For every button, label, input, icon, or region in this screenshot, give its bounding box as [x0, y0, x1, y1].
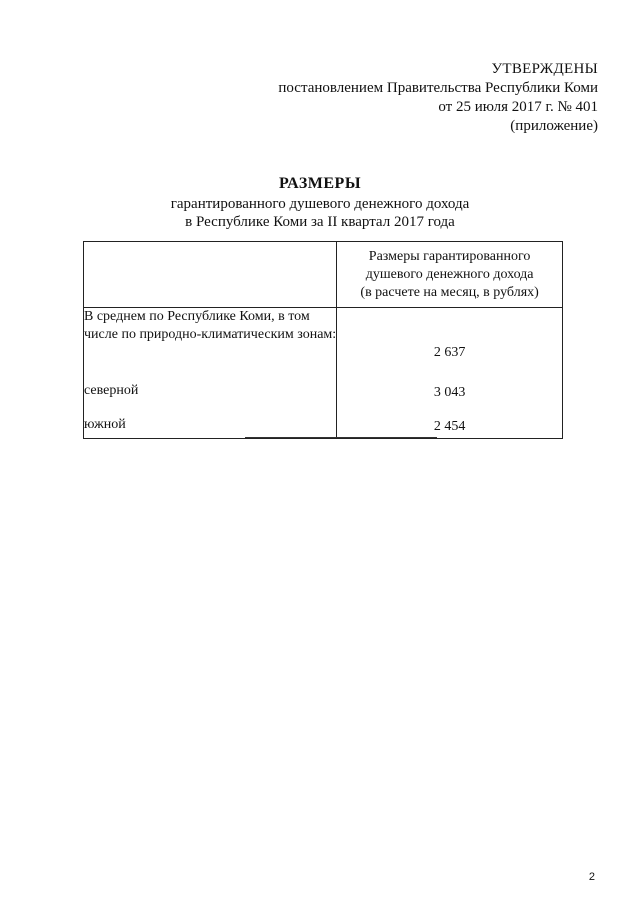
income-table	[83, 241, 563, 439]
approval-line-2: от 25 июля 2017 г. № 401	[438, 99, 598, 115]
header-value-line-2: душевого денежного дохода	[365, 267, 534, 282]
closing-rule	[245, 437, 437, 438]
approval-line-1: постановлением Правительства Республики Коми	[278, 80, 598, 96]
document-title: РАЗМЕРЫ	[278, 175, 362, 192]
document-subtitle-2: в Республике Коми за II квартал 2017 года	[185, 214, 455, 230]
row-value-average: 2 637	[433, 345, 466, 360]
page-number: 2	[588, 871, 595, 883]
header-value-line-1: Размеры гарантированного	[368, 249, 531, 264]
approval-heading: УТВЕРЖДЕНЫ	[491, 61, 598, 77]
row-value-north: 3 043	[433, 385, 466, 400]
title-block	[0, 175, 640, 231]
header-value-cell	[337, 242, 563, 308]
document-subtitle-1: гарантированного душевого денежного дохода	[170, 196, 470, 212]
table-body-row	[84, 308, 563, 439]
header-value-line-3: (в расчете на месяц, в рублях)	[360, 285, 539, 300]
row-label-north: северной	[84, 383, 139, 398]
row-labels-cell	[84, 308, 337, 439]
approval-line-3: (приложение)	[510, 118, 598, 134]
approval-stamp	[278, 60, 598, 136]
row-label-south: южной	[84, 417, 126, 432]
table-header-row	[84, 242, 563, 308]
row-label-average: В среднем по Республике Коми, в том числе по природно-климатическим зонам:	[84, 309, 337, 342]
header-label-cell	[84, 242, 337, 308]
row-values-cell	[337, 308, 563, 439]
row-value-south: 2 454	[433, 419, 466, 434]
